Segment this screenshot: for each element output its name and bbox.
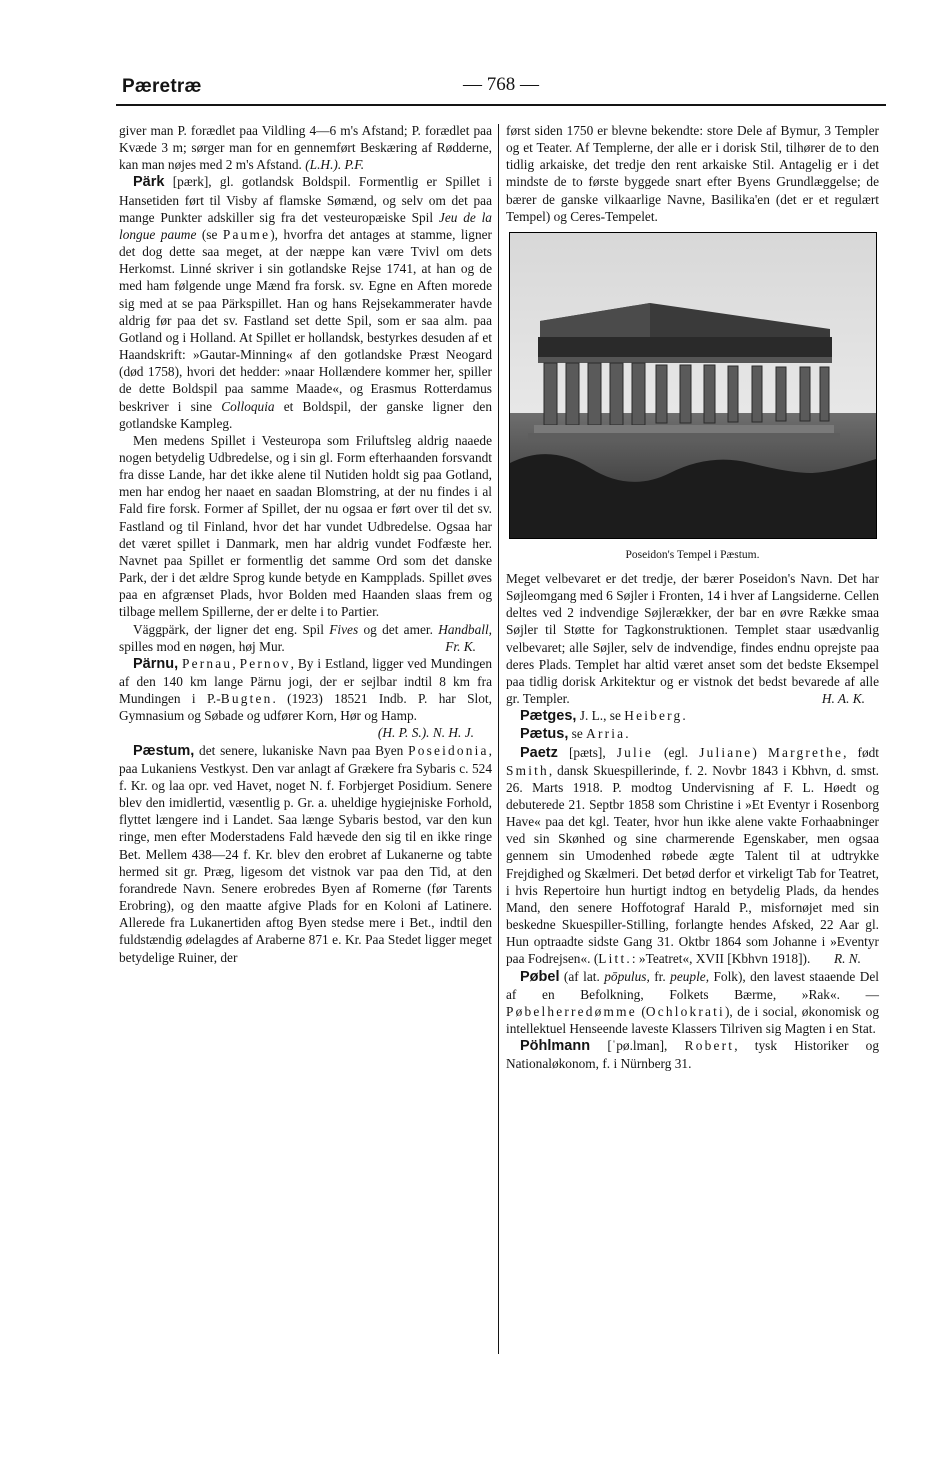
cross-reference: Heiberg xyxy=(624,708,683,724)
headword-pobel: Pøbel xyxy=(520,968,560,985)
right-column xyxy=(506,122,879,1072)
entry-pobel: Pøbel (af lat. pōpulus, fr. peuple, Folk), den lavest staaende Del af en Befolkning, Folkets Bærme, »Rak«. — Pøbelherredømme (Ochlokrati), de i social, økonomisk og intellektuel Henseende laveste Klassers Tilriven sig Magten i en Stat. xyxy=(506,968,879,1036)
author-attribution: Fr. K. xyxy=(445,638,476,654)
page-number: — 768 — xyxy=(463,74,539,95)
page-header xyxy=(116,72,886,102)
cross-reference: Pernau xyxy=(182,655,233,671)
entry-paeretrae-continued xyxy=(119,122,492,173)
headword-park: Pärk xyxy=(133,174,165,191)
entry-park-paragraph: Väggpärk, der ligner det eng. Spil Fives og det amer. Handball, spilles mod en nøgen, høj Mur. Fr. K. xyxy=(119,621,492,654)
cross-reference: Pøbelherredømme xyxy=(506,1003,637,1019)
author-attribution: R. N. xyxy=(833,951,861,967)
headword-paestum: Pæstum, xyxy=(133,742,195,759)
header-rule xyxy=(116,104,886,106)
entry-text: giver man P. forædlet paa Vildling 4—6 m's Afstand; P. forædlet paa Kvæde 3 m; sørger man for en gennemført Beskæring af Rødderne, kan man nøjes med 2 m's Afstand. xyxy=(119,123,492,173)
headword-pohlmann: Pöhlmann xyxy=(520,1038,591,1055)
cross-reference: Pernov xyxy=(239,655,291,671)
entry-paetus: Pætus, se Arria. xyxy=(520,726,629,743)
entry-park-paragraph: Men medens Spillet i Vesteuropa som Friluftsleg aldrig naaede nogen betydelig Udbredelse, og i sin gl. Form efterhaanden forsvandt fra disse Lande, har det ikke alene til Nutiden holdt sig paa Gotland, men har endog her naaet en saadan Blomstring, at der nu findes i al Fald fire forsk. Former af Spillet, der nu ogsaa er ført over til det sv. Fastland og til Finland, hvor det har vundet Udbredelse. Ogsaa har det været spillet i Danmark, men har aldrig vundet Fodfæste her. Navnet paa Spillet er formentlig det samme Ord som det danske Park, der i det ældre Sprog kunde betyde en Kampplads. Spillet øves paa en afgrænset Plads, hvor Bolden med Haanden slaas frem og tilbage mellem Spillerne, der er delte i to Partier. xyxy=(119,432,492,620)
entry-parnu: Pärnu, Pernau, Pernov, By i Estland, ligger ved Mundingen af den 140 km lange Pärnu jogi, der er sejlbar indtil 8 km fra Mundingen i P.-Bugten. (1923) 18521 Indb. P. har Slot, Gymnasium og Søbade og udfører Korn, Hør og Hamp. (H. P. S.). N. H. J. xyxy=(119,655,492,741)
entry-pohlmann: Pöhlmann [ˈpø.lman], Robert, tysk Historiker og Nationaløkonom, f. i Nürnberg 31. xyxy=(506,1038,879,1072)
entry-paetges: Pætges, J. L., se Heiberg. xyxy=(520,708,686,725)
cross-reference: Ochlokrati xyxy=(645,1003,725,1019)
headword-paetges: Pætges, xyxy=(520,708,577,725)
temple-figure xyxy=(508,232,877,562)
running-head: Pæretræ xyxy=(122,76,202,97)
headword-parnu: Pärnu, xyxy=(133,655,179,672)
cross-reference: Bugten xyxy=(220,691,273,707)
italic-term: Colloquia xyxy=(221,398,275,414)
entry-paestum-continued: først siden 1750 er blevne bekendte: store Dele af Bymur, 3 Templer og et Teater. Af Templerne, der alle er i dorisk Stil, tilhører de to den tidlig arkaiske, det tredje den rent arkaiske Stil. Antagelig er i det mindste de to første byggede snart efter Byens Grundlæggelse; de bærer de ganske vilkaarlige Navne, Basilika'en (det er et regulært Tempel) og Ceres-Tempelet. xyxy=(506,123,879,224)
author-attribution: H. A. K. xyxy=(821,691,865,707)
left-column xyxy=(119,122,492,966)
temple-illustration xyxy=(510,233,876,538)
column-divider xyxy=(498,124,499,1354)
cross-reference: Paume xyxy=(222,226,271,242)
italic-term: Jeu de la longue paume xyxy=(119,209,492,242)
author-attribution: (L.H.). P.F. xyxy=(305,157,365,173)
figure-caption: Poseidon's Tempel i Pæstum. xyxy=(625,548,760,561)
cross-reference: Robert xyxy=(684,1038,735,1054)
cross-reference: Poseidonia xyxy=(408,742,489,758)
headword-paetus: Pætus, xyxy=(520,726,569,743)
entry-paetz: Paetz [pæts], Julie (egl. Juliane) Margrethe, født Smith, dansk Skuespillerinde, f. 2. Novbr 1843 i Kbhvn, d. smst. 26. Marts 1918. P. modtog Undervisning af F. L. Høedt og debuterede 21. Septbr 1858 som Christine i »Et Eventyr i Rosenborg Have« paa det kgl. Teater, hvor hun ikke alene vakte Forhaabninger ved sin Skønhed og sine charmerende Egenskaber, men ogsaa gennem sin Umodenhed røbede ægte Talent til at udtrykke Frejdighed og Skælmeri. Det betød derfor et virkeligt Tab for Teatret, i hvis Repertoire hun hurtigt indtog en betydelig Plads, da hendes Mand, den senere Hoffotograf Harald P., misfornøjet med sin beskedne Skuespiller-Stilling, forlangte hendes Afsked, 22 Aar gl. Hun optraadte sidste Gang 31. Oktbr 1864 som Johanne i »Eventyr paa Fodrejsen«. (Litt.: »Teatret«, XVII [Kbhvn 1918]). R. N. xyxy=(506,744,879,967)
author-attribution: (H. P. S.). N. H. J. xyxy=(377,725,474,741)
entry-paestum: Pæstum, det senere, lukaniske Navn paa Byen Poseidonia, paa Lukaniens Vestkyst. Den var anlagt af Grækere fra Sybaris c. 524 f. Kr. og laa opr. ved Havet, noget N. f. Forbjerget Posidium. Senere blev den imidlertid, væsentlig p. Gr. a. uheldige hygiejniske Forhold, flyttet længere ind i Landet. Saa længe Sybaris bestod, var den kun ringe, men efter Moderstadens Fald hævede den sig til en ikke ringe Bet. Mellem 438—24 f. Kr. blev den erobret af Lukanerne og tabte hermed sit gr. Præg, ligesom det vistnok var paa den Tid, at den forandrede Navn. Senere erobredes Byen af Romerne (før Tarents Erobring), og den maatte afgive Plads for en Koloni af Latinere. Allerede fra Lukanertiden aftog Byen stedse mere i Bet., indtil den fuldstændig ødelagdes af Araberne 871 e. Kr. Paa Stedet ligger meget betydelige Ruiner, der xyxy=(119,742,492,965)
entry-park: Pärk [pærk], gl. gotlandsk Boldspil. Formentlig er Spillet i Hansetiden ført til Visby af flamske Sømænd, og selv om det paa mange Punkter adskiller sig fra det vesteuropæiske Spil Jeu de la longue paume (se Paume), hvorfra det antages at stamme, ligner det dog dette saa meget, at der næppe kan være Tvivl om dets Herkomst. Linné skriver i sin gotlandske Rejse 1741, at han og de med ham følgende unge Mænd fra forsk. sv. Egne en Aften morede sig med at se paa Pärkspillet. Han og hans Rejsekammerater havde aldrig før paa det sv. Fastland set dette Spil, som er saa alm. paa Gotland og i Holland. At Spillet er hollandsk, bestyrkes desuden af et Haandskrift: »Gautar-Minning« af den gotlandske Præst Neogard (død 1758), hvori det hedder: »naar Hollændere kommer her, spiller de dette Boldspil paa samme Maade«, og Erasmus Rotterdamus beskriver i sine Colloquia et Boldspil, der ganske ligner den gotlandske Kampleg. xyxy=(119,174,493,431)
cross-reference: Arria xyxy=(586,726,626,742)
headword-paetz: Paetz xyxy=(520,744,558,761)
entry-paestum-paragraph: Meget velbevaret er det tredje, der bærer Poseidon's Navn. Det har Søjleomgang med 6 Søjler i Fronten, 14 i hver af Langsiderne. Cellen deltes ved 2 indvendige Søjlerækker, der bar en øvre Række smaa Søjler til Støtte for Tagkonstruktionen. Templet staar usædvanlig velbevaret; alle Søjler, selv de indvendige, findes endnu oprejste paa deres Plads. Templet har altid været anset som det bedste Eksempel paa tidlig dorisk Arkitektur og er vistnok det bedst bevarede af alle gr. Templer. H. A. K. xyxy=(506,570,879,707)
temple-photo xyxy=(509,232,877,539)
